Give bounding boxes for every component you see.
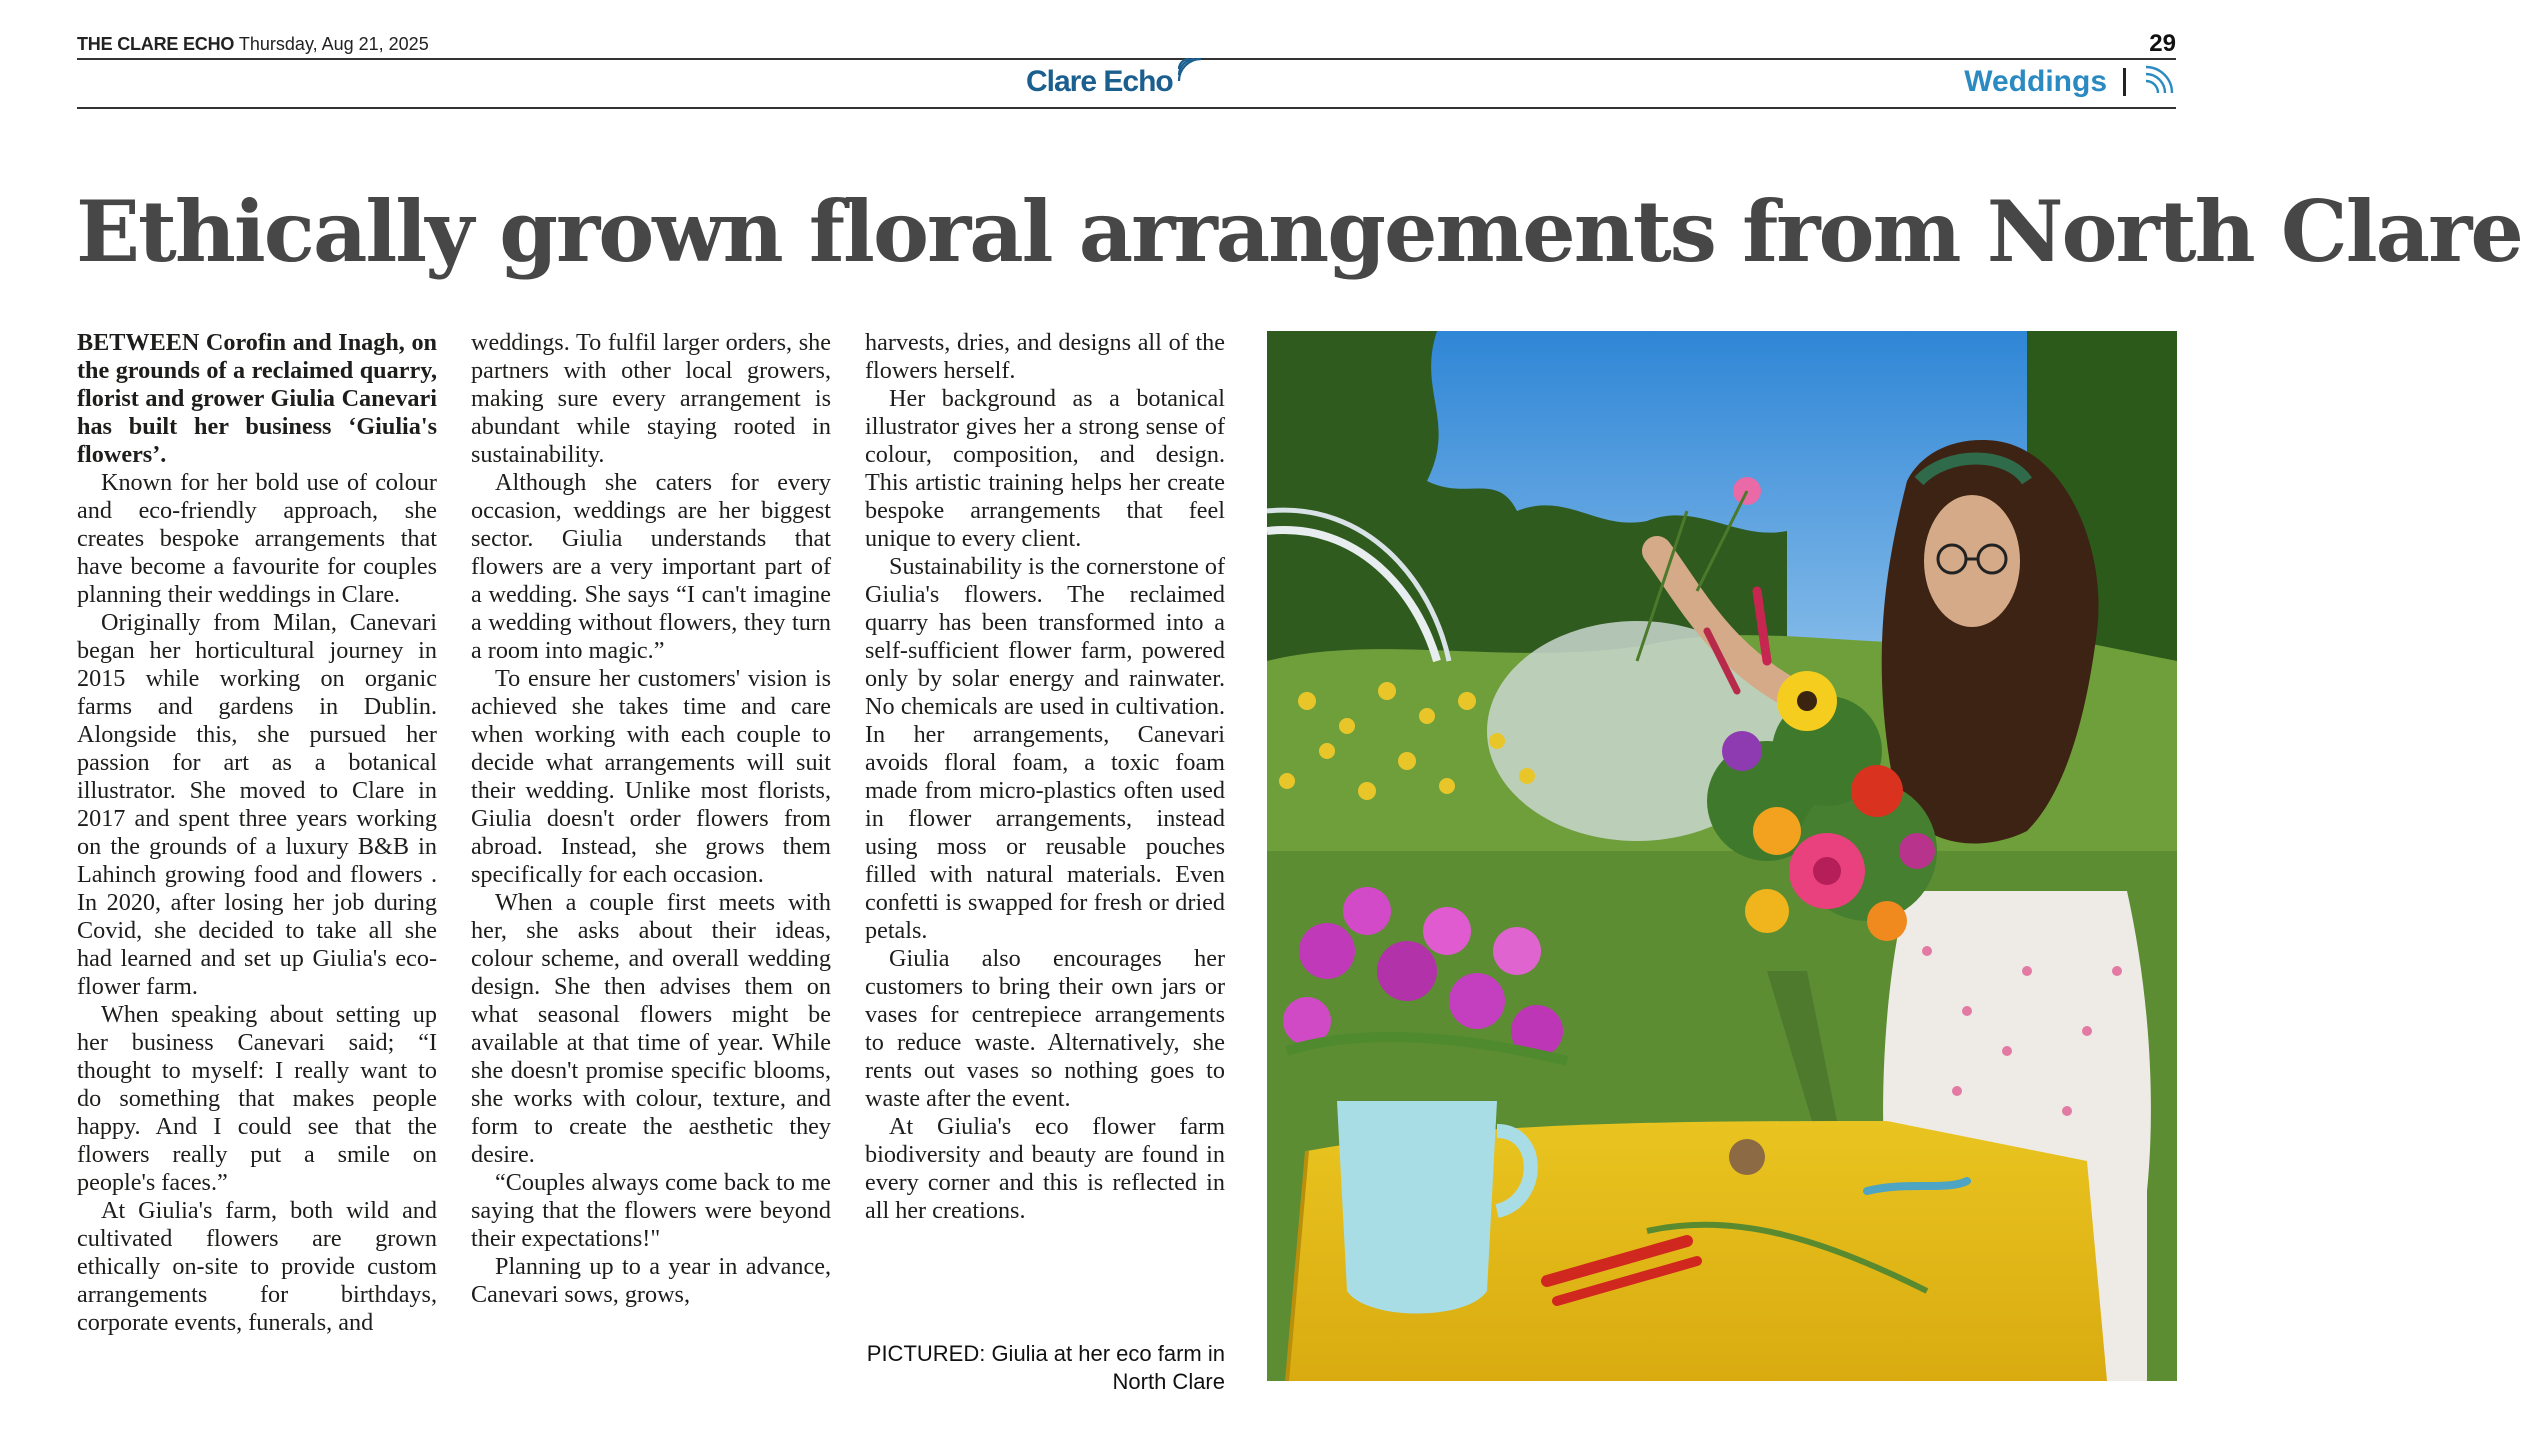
photo-caption: PICTURED: Giulia at her eco farm in North Clare [866, 1341, 1225, 1394]
article-photo [1267, 331, 2177, 1381]
lead-paragraph: BETWEEN Corofin and Inagh, on the grounds of a reclaimed quarry, florist and grower Giulia Canevari has built her business ‘Giulia's flowers’. [77, 329, 437, 468]
article-column-2 [471, 329, 831, 1309]
section-divider [2123, 68, 2126, 96]
body-paragraph: Giulia also encourages her customers to bring their own jars or vases for centrepiece arrangements to reduce waste. Alternatively, she rents out vases so nothing goes to waste after the event. [865, 945, 1225, 1112]
issue-date: Thursday, Aug 21, 2025 [238, 34, 429, 54]
body-paragraph: Known for her bold use of colour and eco-friendly approach, she creates bespoke arrangements that have become a favourite for couples planning their weddings in Clare. [77, 469, 437, 608]
headline: Ethically grown floral arrangements from North Clare [76, 182, 2522, 281]
paper-name: THE CLARE ECHO [77, 34, 235, 54]
running-head [77, 34, 429, 55]
body-paragraph: When a couple first meets with her, she asks about their ideas, colour scheme, and overall wedding design. She then advises them on what seasonal flowers might be available at that time of year. While she doesn't promise specific blooms, she works with colour, texture, and form to create the aesthetic they desire. [471, 889, 831, 1168]
clare-echo-logo [1026, 55, 1205, 105]
body-paragraph: Although she caters for every occasion, weddings are her biggest sector. Giulia understands that flowers are a very important part of a wedding. She says “I can't imagine a wedding without flowers, they turn a room into magic.” [471, 469, 831, 664]
header-rule-bottom [77, 107, 2176, 109]
body-paragraph: harvests, dries, and designs all of the flowers herself. [865, 329, 1225, 384]
signal-waves-icon [1175, 55, 1205, 85]
article-column-1 [77, 329, 437, 1337]
body-paragraph: Planning up to a year in advance, Canevari sows, grows, [471, 1253, 831, 1308]
body-paragraph: At Giulia's eco flower farm biodiversity and beauty are found in every corner and this is reflected in all her creations. [865, 1113, 1225, 1224]
page-number: 29 [2149, 30, 2176, 57]
body-paragraph: Her background as a botanical illustrator gives her a strong sense of colour, composition, and design. This artistic training helps her create bespoke arrangements that feel unique to every client. [865, 385, 1225, 552]
section-label: Weddings [1964, 65, 2107, 98]
body-paragraph: To ensure her customers' vision is achieved she takes time and care when working with each couple to decide what arrangements will suit their wedding. Unlike most florists, Giulia doesn't order flowers from abroad. Instead, she grows them specifically for each occasion. [471, 665, 831, 888]
section-tag [1964, 62, 2176, 102]
signal-waves-icon [2142, 65, 2176, 99]
florist-photo-illustration [1267, 331, 2177, 1381]
body-paragraph: Sustainability is the cornerstone of Giulia's flowers. The reclaimed quarry has been transformed into a self-sufficient flower farm, powered only by solar energy and rainwater. No chemicals are used in cultivation. In her arrangements, Canevari avoids floral foam, a toxic foam made from micro-plastics often used in flower arrangements, instead using moss or reusable pouches filled with natural materials. Even confetti is swapped for fresh or dried petals. [865, 553, 1225, 944]
logo-text: Clare Echo [1026, 65, 1173, 98]
body-paragraph: Originally from Milan, Canevari began her horticultural journey in 2015 while working on organic farms and gardens in Dublin. Alongside this, she pursued her passion for art as a botanical illustrator. She moved to Clare in 2017 and spent three years working on the grounds of a luxury B&B in Lahinch growing food and flowers . In 2020, after losing her job during Covid, she decided to take all she had learned and set up Giulia's eco-flower farm. [77, 609, 437, 1000]
body-paragraph: weddings. To fulfil larger orders, she partners with other local growers, making sure every arrangement is abundant while staying rooted in sustainability. [471, 329, 831, 468]
body-paragraph: “Couples always come back to me saying that the flowers were beyond their expectations!" [471, 1169, 831, 1252]
article-column-3 [865, 329, 1225, 1225]
body-paragraph: At Giulia's farm, both wild and cultivated flowers are grown ethically on-site to provide custom arrangements for birthdays, corporate events, funerals, and [77, 1197, 437, 1336]
body-paragraph: When speaking about setting up her business Canevari said; “I thought to myself: I really want to do something that makes people happy. And I could see that the flowers really put a smile on people's faces.” [77, 1001, 437, 1196]
